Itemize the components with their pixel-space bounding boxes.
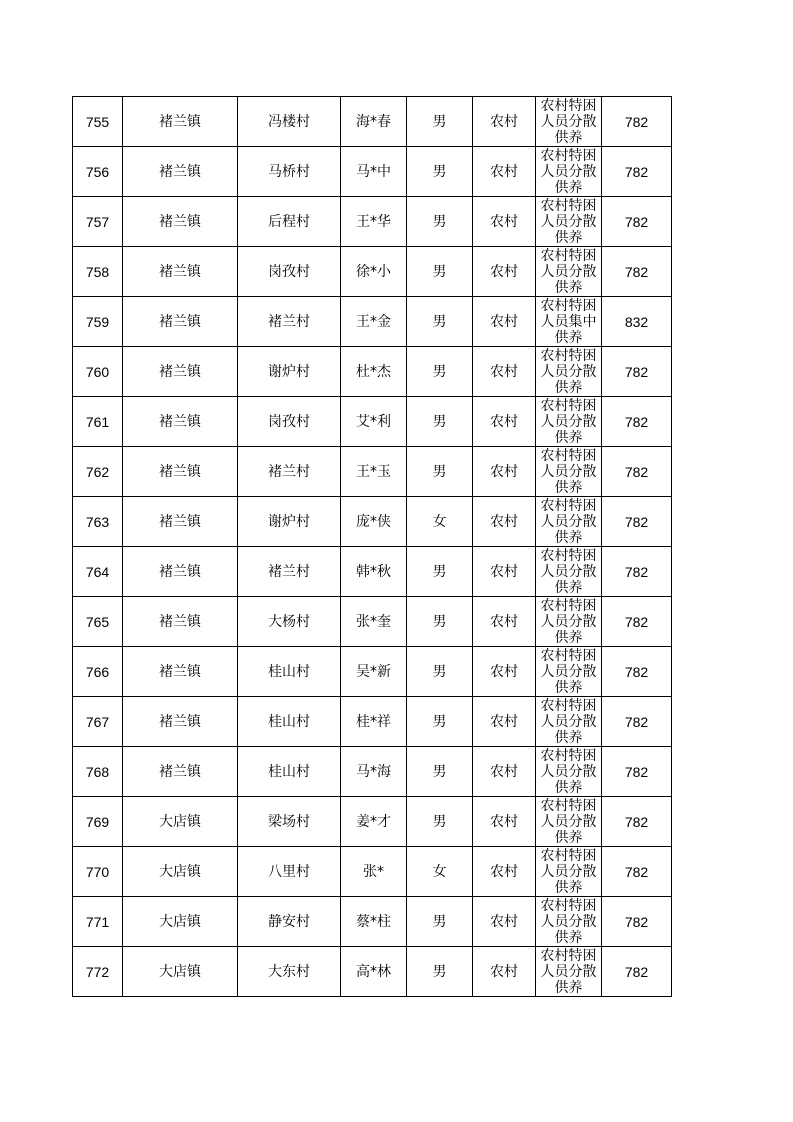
town-cell: 褚兰镇 — [123, 347, 238, 397]
area-cell: 农村 — [473, 247, 536, 297]
name-cell: 艾*利 — [341, 397, 407, 447]
village-cell: 马桥村 — [238, 147, 341, 197]
name-cell: 张* — [341, 847, 407, 897]
area-cell: 农村 — [473, 197, 536, 247]
town-cell: 褚兰镇 — [123, 547, 238, 597]
support-type-cell — [536, 97, 602, 147]
village-cell: 褚兰村 — [238, 447, 341, 497]
gender-cell: 女 — [407, 497, 473, 547]
row-number-cell: 766 — [73, 647, 123, 697]
support-type-text: 农村特困人员分散供养 — [540, 598, 597, 646]
area-cell: 农村 — [473, 497, 536, 547]
support-type-text: 农村特困人员分散供养 — [540, 448, 597, 496]
gender-cell: 男 — [407, 597, 473, 647]
area-cell: 农村 — [473, 397, 536, 447]
amount-cell: 782 — [602, 897, 672, 947]
row-number-cell: 767 — [73, 697, 123, 747]
name-cell: 王*金 — [341, 297, 407, 347]
row-number-cell: 770 — [73, 847, 123, 897]
amount-cell: 782 — [602, 747, 672, 797]
amount-cell: 782 — [602, 647, 672, 697]
gender-cell: 男 — [407, 247, 473, 297]
village-cell: 桂山村 — [238, 747, 341, 797]
row-number-cell: 768 — [73, 747, 123, 797]
support-type-cell — [536, 897, 602, 947]
table-row — [73, 847, 672, 897]
name-cell: 蔡*柱 — [341, 897, 407, 947]
amount-cell: 832 — [602, 297, 672, 347]
name-cell: 马*中 — [341, 147, 407, 197]
support-type-text: 农村特困人员分散供养 — [540, 248, 597, 296]
amount-cell: 782 — [602, 197, 672, 247]
support-type-text: 农村特困人员分散供养 — [540, 648, 597, 696]
name-cell: 徐*小 — [341, 247, 407, 297]
table-row — [73, 247, 672, 297]
row-number-cell: 757 — [73, 197, 123, 247]
row-number-cell: 765 — [73, 597, 123, 647]
name-cell: 桂*祥 — [341, 697, 407, 747]
table-row — [73, 447, 672, 497]
table-row — [73, 497, 672, 547]
gender-cell: 男 — [407, 647, 473, 697]
support-type-cell — [536, 747, 602, 797]
area-cell: 农村 — [473, 297, 536, 347]
town-cell: 褚兰镇 — [123, 147, 238, 197]
gender-cell: 男 — [407, 197, 473, 247]
amount-cell: 782 — [602, 447, 672, 497]
support-type-text: 农村特困人员分散供养 — [540, 748, 597, 796]
village-cell: 静安村 — [238, 897, 341, 947]
area-cell: 农村 — [473, 347, 536, 397]
gender-cell: 男 — [407, 447, 473, 497]
support-type-text: 农村特困人员分散供养 — [540, 798, 597, 846]
village-cell: 桂山村 — [238, 647, 341, 697]
records-table — [72, 96, 672, 997]
support-type-cell — [536, 247, 602, 297]
table-row — [73, 797, 672, 847]
name-cell: 吴*新 — [341, 647, 407, 697]
support-type-cell — [536, 397, 602, 447]
village-cell: 八里村 — [238, 847, 341, 897]
support-type-text: 农村特困人员分散供养 — [540, 98, 597, 146]
town-cell: 大店镇 — [123, 947, 238, 997]
support-type-text: 农村特困人员分散供养 — [540, 848, 597, 896]
name-cell: 马*海 — [341, 747, 407, 797]
town-cell: 褚兰镇 — [123, 697, 238, 747]
area-cell: 农村 — [473, 647, 536, 697]
row-number-cell: 759 — [73, 297, 123, 347]
area-cell: 农村 — [473, 847, 536, 897]
village-cell: 后程村 — [238, 197, 341, 247]
name-cell: 庞*侠 — [341, 497, 407, 547]
support-type-cell — [536, 297, 602, 347]
support-type-cell — [536, 347, 602, 397]
table-row — [73, 297, 672, 347]
village-cell: 岗孜村 — [238, 247, 341, 297]
gender-cell: 男 — [407, 547, 473, 597]
amount-cell: 782 — [602, 147, 672, 197]
town-cell: 褚兰镇 — [123, 297, 238, 347]
name-cell: 高*林 — [341, 947, 407, 997]
name-cell: 韩*秋 — [341, 547, 407, 597]
area-cell: 农村 — [473, 747, 536, 797]
village-cell: 桂山村 — [238, 697, 341, 747]
area-cell: 农村 — [473, 947, 536, 997]
gender-cell: 男 — [407, 697, 473, 747]
amount-cell: 782 — [602, 697, 672, 747]
records-sheet — [72, 96, 672, 997]
town-cell: 褚兰镇 — [123, 597, 238, 647]
support-type-cell — [536, 847, 602, 897]
row-number-cell: 769 — [73, 797, 123, 847]
support-type-cell — [536, 697, 602, 747]
gender-cell: 男 — [407, 947, 473, 997]
name-cell: 王*华 — [341, 197, 407, 247]
town-cell: 褚兰镇 — [123, 97, 238, 147]
town-cell: 褚兰镇 — [123, 397, 238, 447]
town-cell: 大店镇 — [123, 897, 238, 947]
amount-cell: 782 — [602, 597, 672, 647]
gender-cell: 女 — [407, 847, 473, 897]
row-number-cell: 771 — [73, 897, 123, 947]
gender-cell: 男 — [407, 797, 473, 847]
table-body — [73, 97, 672, 997]
support-type-cell — [536, 647, 602, 697]
amount-cell: 782 — [602, 947, 672, 997]
table-row — [73, 347, 672, 397]
name-cell: 王*玉 — [341, 447, 407, 497]
support-type-cell — [536, 597, 602, 647]
table-row — [73, 947, 672, 997]
town-cell: 褚兰镇 — [123, 497, 238, 547]
gender-cell: 男 — [407, 97, 473, 147]
table-row — [73, 197, 672, 247]
village-cell: 大东村 — [238, 947, 341, 997]
name-cell: 姜*才 — [341, 797, 407, 847]
row-number-cell: 755 — [73, 97, 123, 147]
area-cell: 农村 — [473, 697, 536, 747]
table-row — [73, 147, 672, 197]
village-cell: 梁场村 — [238, 797, 341, 847]
town-cell: 大店镇 — [123, 847, 238, 897]
support-type-cell — [536, 547, 602, 597]
name-cell: 海*春 — [341, 97, 407, 147]
support-type-text: 农村特困人员分散供养 — [540, 948, 597, 996]
row-number-cell: 760 — [73, 347, 123, 397]
area-cell: 农村 — [473, 97, 536, 147]
gender-cell: 男 — [407, 897, 473, 947]
amount-cell: 782 — [602, 497, 672, 547]
support-type-text: 农村特困人员分散供养 — [540, 698, 597, 746]
table-row — [73, 647, 672, 697]
support-type-text: 农村特困人员分散供养 — [540, 498, 597, 546]
table-row — [73, 97, 672, 147]
table-row — [73, 547, 672, 597]
support-type-cell — [536, 797, 602, 847]
town-cell: 褚兰镇 — [123, 247, 238, 297]
table-row — [73, 697, 672, 747]
town-cell: 褚兰镇 — [123, 447, 238, 497]
amount-cell: 782 — [602, 247, 672, 297]
amount-cell: 782 — [602, 347, 672, 397]
support-type-text: 农村特困人员分散供养 — [540, 198, 597, 246]
gender-cell: 男 — [407, 347, 473, 397]
area-cell: 农村 — [473, 147, 536, 197]
village-cell: 褚兰村 — [238, 297, 341, 347]
table-row — [73, 897, 672, 947]
table-row — [73, 397, 672, 447]
area-cell: 农村 — [473, 897, 536, 947]
village-cell: 冯楼村 — [238, 97, 341, 147]
row-number-cell: 772 — [73, 947, 123, 997]
name-cell: 张*奎 — [341, 597, 407, 647]
amount-cell: 782 — [602, 847, 672, 897]
row-number-cell: 758 — [73, 247, 123, 297]
support-type-text: 农村特困人员分散供养 — [540, 398, 597, 446]
table-row — [73, 747, 672, 797]
row-number-cell: 763 — [73, 497, 123, 547]
support-type-cell — [536, 497, 602, 547]
table-row — [73, 597, 672, 647]
area-cell: 农村 — [473, 547, 536, 597]
support-type-text: 农村特困人员集中供养 — [540, 298, 597, 346]
village-cell: 谢炉村 — [238, 347, 341, 397]
amount-cell: 782 — [602, 97, 672, 147]
support-type-cell — [536, 447, 602, 497]
support-type-text: 农村特困人员分散供养 — [540, 148, 597, 196]
village-cell: 岗孜村 — [238, 397, 341, 447]
village-cell: 谢炉村 — [238, 497, 341, 547]
amount-cell: 782 — [602, 397, 672, 447]
amount-cell: 782 — [602, 797, 672, 847]
support-type-text: 农村特困人员分散供养 — [540, 348, 597, 396]
town-cell: 大店镇 — [123, 797, 238, 847]
gender-cell: 男 — [407, 397, 473, 447]
area-cell: 农村 — [473, 447, 536, 497]
support-type-cell — [536, 147, 602, 197]
support-type-text: 农村特困人员分散供养 — [540, 548, 597, 596]
gender-cell: 男 — [407, 297, 473, 347]
support-type-cell — [536, 197, 602, 247]
town-cell: 褚兰镇 — [123, 197, 238, 247]
area-cell: 农村 — [473, 797, 536, 847]
gender-cell: 男 — [407, 747, 473, 797]
gender-cell: 男 — [407, 147, 473, 197]
town-cell: 褚兰镇 — [123, 747, 238, 797]
name-cell: 杜*杰 — [341, 347, 407, 397]
village-cell: 大杨村 — [238, 597, 341, 647]
row-number-cell: 761 — [73, 397, 123, 447]
row-number-cell: 756 — [73, 147, 123, 197]
support-type-text: 农村特困人员分散供养 — [540, 898, 597, 946]
support-type-cell — [536, 947, 602, 997]
village-cell: 褚兰村 — [238, 547, 341, 597]
row-number-cell: 764 — [73, 547, 123, 597]
area-cell: 农村 — [473, 597, 536, 647]
amount-cell: 782 — [602, 547, 672, 597]
town-cell: 褚兰镇 — [123, 647, 238, 697]
row-number-cell: 762 — [73, 447, 123, 497]
